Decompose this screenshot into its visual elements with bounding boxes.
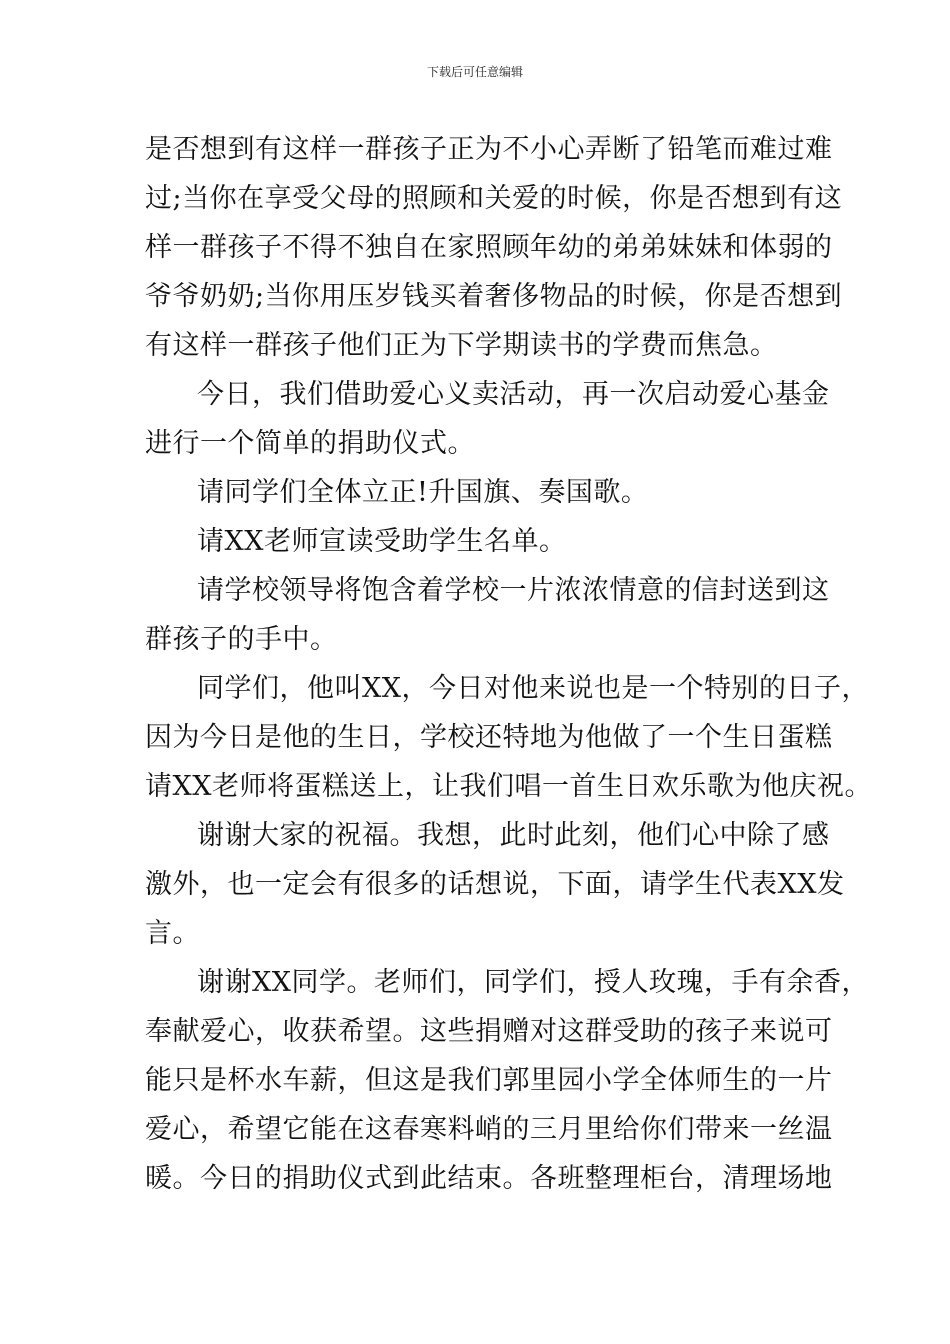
paragraph-first-line: 请同学们全体立正!升国旗、奏国歌。 — [197, 477, 649, 508]
text-line: 能只是杯水车薪，但这是我们郭里园小学全体师生的一片 — [145, 1065, 833, 1096]
paragraph-first-line: 今日，我们借助爱心义卖活动，再一次启动爱心基金 — [197, 379, 830, 410]
text-line: 进行一个简单的捐助仪式。 — [145, 428, 475, 459]
paragraph-first-line: 请XX老师宣读受助学生名单。 — [197, 526, 567, 557]
text-line: 过;当你在享受父母的照顾和关爱的时候，你是否想到有这 — [145, 183, 843, 214]
paragraph-first-line: 谢谢大家的祝福。我想，此时此刻，他们心中除了感 — [197, 820, 830, 851]
text-line: 群孩子的手中。 — [145, 624, 338, 655]
page-header: 下载后可任意编辑 — [426, 65, 523, 79]
document-body — [145, 125, 872, 1203]
paragraph-first-line: 谢谢XX同学。老师们，同学们，授人玫瑰，手有余香， — [197, 967, 869, 998]
text-line: 奉献爱心，收获希望。这些捐赠对这群受助的孩子来说可 — [145, 1016, 833, 1047]
text-line: 是否想到有这样一群孩子正为不小心弄断了铅笔而难过难 — [145, 134, 833, 165]
text-line: 暖。今日的捐助仪式到此结束。各班整理柜台，清理场地 — [145, 1163, 833, 1194]
paragraph-first-line: 请学校领导将饱含着学校一片浓浓情意的信封送到这 — [197, 575, 830, 606]
text-line: 爷爷奶奶;当你用压岁钱买着奢侈物品的时候，你是否想到 — [145, 281, 843, 312]
text-line: 有这样一群孩子他们正为下学期读书的学费而焦急。 — [145, 330, 778, 361]
text-line: 请XX老师将蛋糕送上，让我们唱一首生日欢乐歌为他庆祝。 — [145, 771, 872, 802]
text-line: 爱心，希望它能在这春寒料峭的三月里给你们带来一丝温 — [145, 1114, 833, 1145]
text-line: 样一群孩子不得不独自在家照顾年幼的弟弟妹妹和体弱的 — [145, 232, 833, 263]
paragraph-first-line: 同学们，他叫XX，今日对他来说也是一个特别的日子， — [197, 673, 869, 704]
text-line: 因为今日是他的生日，学校还特地为他做了一个生日蛋糕 — [145, 722, 833, 753]
text-line: 激外，也一定会有很多的话想说，下面，请学生代表XX发 — [145, 869, 845, 900]
text-line: 言。 — [145, 918, 200, 949]
